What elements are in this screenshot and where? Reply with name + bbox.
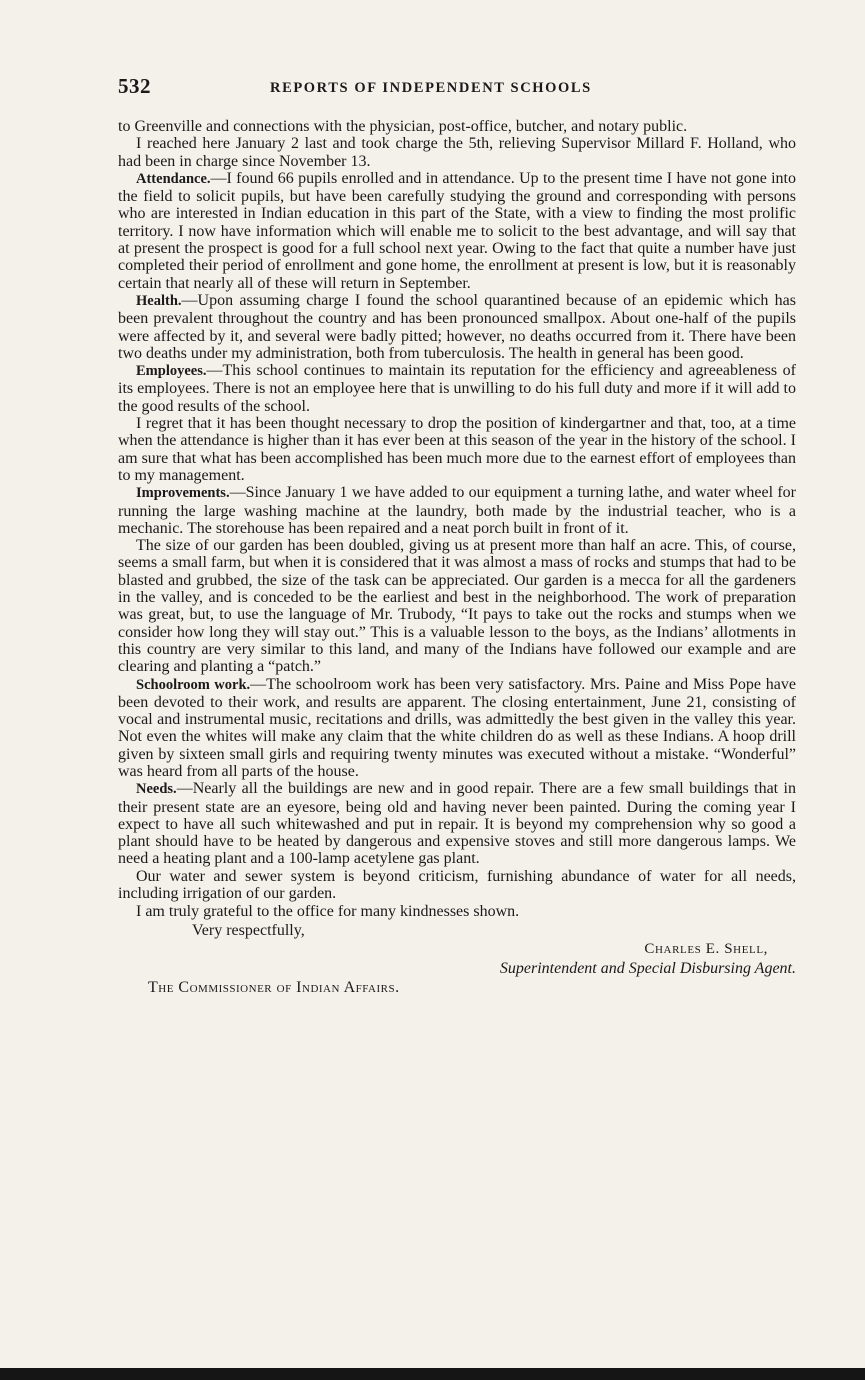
section-heading: Health. [136, 292, 182, 309]
running-head: REPORTS OF INDEPENDENT SCHOOLS [270, 80, 592, 96]
gratitude-line: I am truly grateful to the office for many kindnesses shown. [136, 903, 520, 921]
paragraph [118, 780, 796, 867]
paragraph-text: to Greenville and connections with the physician, post-office, butcher, and notary public. [118, 118, 688, 135]
paragraph-text: Our water and sewer system is beyond criticism, furnishing abundance of water for all needs, including irrigation of our garden. [118, 867, 796, 903]
scan-bottom-edge [0, 1368, 865, 1380]
paragraph [118, 362, 796, 415]
signature-title: Superintendent and Special Disbursing Agent. [499, 960, 796, 978]
paragraph [118, 118, 796, 135]
paragraph-text: —The schoolroom work has been very satisfactory. Mrs. Paine and Miss Pope have been devoted to their work, and results are apparent. The closing entertainment, June 21, consisting of vocal and instrumental music, recitations and drills, was admittedly the best given in the valley this year. Not even the whites will make any claim that the white children do as well as these Indians. A hoop drill given by sixteen small girls and requiring twenty minutes was executed without a mistake. “Wonderful” was heard from all parts of the house. [118, 675, 797, 780]
paragraph [118, 484, 796, 537]
paragraph-text: —I found 66 pupils enrolled and in attendance. Up to the present time I have not gone into the field to solicit pupils, but have been carefully studying the ground and corresponding with persons who are interested in Indian education in this part of the State, with a view to finding the most prolific territory. I now have information which will enable me to solicit to the best advantage, and will say that at present the prospect is good for a full school next year. Owing to the fact that quite a number have just completed their period of enrollment and gone home, the enrollment at present is low, but it is reasonably certain that nearly all of these will return in September. [118, 169, 796, 292]
document-page [118, 74, 796, 997]
section-heading: Improvements. [136, 485, 230, 502]
closing-block [118, 902, 796, 997]
section-heading: Employees. [136, 363, 207, 380]
paragraph [118, 868, 796, 903]
paragraph [118, 135, 796, 170]
section-heading: Needs. [136, 781, 177, 798]
section-heading: Attendance. [136, 170, 211, 187]
report-body [118, 118, 796, 997]
addressee: The Commissioner of Indian Affairs. [148, 979, 400, 997]
paragraph [118, 415, 796, 484]
valediction: Very respectfully, [192, 922, 305, 940]
paragraph [118, 676, 796, 781]
paragraph [118, 292, 796, 362]
page-number: 532 [118, 74, 151, 98]
page-header [118, 74, 796, 104]
paragraph-text: —Since January 1 we have added to our equipment a turning lathe, and water wheel for running the large washing machine at the laundry, both made by the industrial teacher, who is a mechanic. The storehouse has been repaired and a neat porch built in front of it. [118, 484, 796, 537]
paragraph-text: —Upon assuming charge I found the school quarantined because of an epidemic which has been prevalent throughout the country and has been pronounced smallpox. About one-half of the pupils were affected by it, and several were badly pitted; however, no deaths occurred from it. There have been two deaths under my administration, both from tuberculosis. The health in general has been good. [118, 291, 796, 362]
paragraph [118, 537, 796, 675]
paragraph-text: I regret that it has been thought necessary to drop the position of kindergartner and that, too, at a time when the attendance is higher than it has ever been at this season of the year in the history of the school. I am sure that what has been accomplished has been much more due to the earnest effort of employees than to my management. [118, 415, 796, 484]
paragraph [118, 170, 796, 292]
paragraph-text: —Nearly all the buildings are new and in good repair. There are a few small buildings that in their present state are an eyesore, being old and having never been painted. During the coming year I expect to have all such whitewashed and put in repair. It is beyond my comprehension why so good a plant should have to be heated by dangerous and expensive stoves and still more dangerous lamps. We need a heating plant and a 100-lamp acetylene gas plant. [118, 780, 796, 868]
section-heading: Schoolroom work. [136, 676, 251, 693]
signature-name: Charles E. Shell, [644, 941, 768, 958]
paragraph-text: The size of our garden has been doubled, giving us at present more than half an acre. This, of course, seems a small farm, but when it is considered that it was almost a mass of rocks and stumps that had to be blasted and grubbed, the size of the task can be appreciated. Our garden is a mecca for all the gardeners in the valley, and is conceded to be the earliest and best in the neighborhood. The work of preparation was great, but, to use the language of Mr. Trubody, “It pays to take out the rocks and stumps when we consider how long they will stay out.” This is a valuable lesson to the boys, as the Indians’ allotments in this country are very similar to this land, and many of the Indians have followed our example and are clearing and planting a “patch.” [118, 537, 796, 676]
paragraph-text: I reached here January 2 last and took charge the 5th, relieving Supervisor Millard F. Holland, who had been in charge since November 13. [118, 135, 796, 170]
paragraph-text: —This school continues to maintain its reputation for the efficiency and agreeableness of its employees. There is not an employee here that is unwilling to do his full duty and more if it will add to the good results of the school. [118, 362, 796, 415]
